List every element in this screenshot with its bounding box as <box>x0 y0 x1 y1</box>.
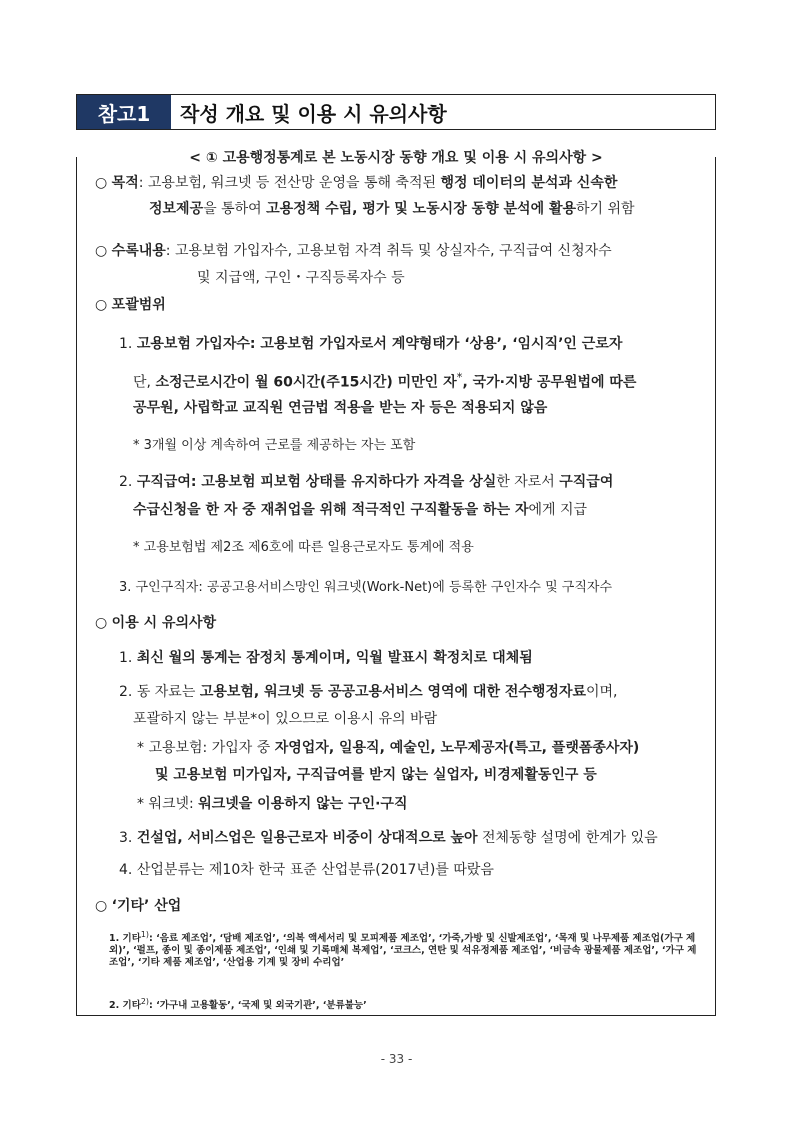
etc-item2: 2. 기타$^{2)}$: ‘가구내 고용활동’, ‘국제 및 외국기관’, ‘분류불능’ <box>109 997 367 1012</box>
page-number: - 33 - <box>380 1052 413 1066</box>
caution-item2-note1: * 고용보험: 가입자 중 자영업자, 일용직, 예술인, 노무제공자(특고, 플랫폼종사자) <box>137 740 640 756</box>
bullet-icon: ○ <box>95 297 108 313</box>
bullet-icon: ○ <box>95 898 108 914</box>
contents-line1: ○ 수록내용: 고용보험 가입자수, 고용보험 자격 취득 및 상실자수, 구직급여 신청자수 <box>95 243 612 259</box>
purpose-line1: ○ 목적: 고용보험, 워크넷 등 전산망 운영을 통해 축적된 행정 데이터의 분석과 신속한 <box>95 175 618 191</box>
etc-heading: ○ ‘기타’ 산업 <box>95 898 182 914</box>
contents-line2: 및 지급액, 구인・구직등록자수 등 <box>197 270 405 286</box>
purpose-line2: 정보제공을 통하여 고용정책 수립, 평가 및 노동시장 동향 분석에 활용하기 위함 <box>149 201 635 217</box>
caution-item3: 3. 건설업, 서비스업은 일용근로자 비중이 상대적으로 높아 전체동향 설명에 한계가 있음 <box>119 830 658 846</box>
scope-item1-footnote: * 3개월 이상 계속하여 근로를 제공하는 자는 포함 <box>133 438 416 453</box>
scope-item1-note-line2: 공무원, 사립학교 교직원 연금법 적용을 받는 자 등은 적용되지 않음 <box>133 400 548 416</box>
page-title: 작성 개요 및 이용 시 유의사항 <box>180 101 447 126</box>
bullet-icon: ○ <box>95 243 108 259</box>
scope-item2-line2: 수급신청을 한 자 중 재취업을 위해 적극적인 구직활동을 하는 자에게 지급 <box>133 502 588 518</box>
scope-heading: ○ 포괄범위 <box>95 297 166 313</box>
bullet-icon: ○ <box>95 615 108 631</box>
etc-item1: 1. 기타$^{1)}$: ‘음료 제조업’, ‘담배 제조업’, ‘의복 액세서리 및 모피제품 제조업’, ‘가죽,가방 및 신발제조업’, ‘목재 및 나무제품 제조업(가구 제외)’, ‘펄프, 종이 및 종이제품 제조업’, ‘인쇄 및 기록매체 복제업’, ‘코크스, 연탄 및 석유정제품 제조업’, ‘비금속 광물제품 제조업’, ‘가구 제조업’, ‘기타 제품 제조업’, ‘산업용 기계 및 장비 수리업’ <box>109 930 697 969</box>
scope-item2: 2. 구직급여: 고용보험 피보험 상태를 유지하다가 자격을 상실한 자로서 구직급여 <box>119 474 614 490</box>
caution-item1: 1. 최신 월의 통계는 잠정치 통계이며, 익월 발표시 확정치로 대체됨 <box>119 650 533 666</box>
caution-item2-note1-line2: 및 고용보험 미가입자, 구직급여를 받지 않는 실업자, 비경제활동인구 등 <box>155 767 597 783</box>
caution-item4: 4. 산업분류는 제10차 한국 표준 산업분류(2017년)를 따랐음 <box>119 862 494 878</box>
scope-item1: 1. 고용보험 가입자수: 고용보험 가입자로서 계약형태가 ‘상용’, ‘임시직’인 근로자 <box>119 336 623 352</box>
caution-heading: ○ 이용 시 유의사항 <box>95 615 217 631</box>
notice-box <box>76 150 716 1016</box>
bullet-icon: ○ <box>95 175 108 191</box>
caution-item2: 2. 동 자료는 고용보험, 워크넷 등 공공고용서비스 영역에 대한 전수행정자료이며, <box>119 684 618 700</box>
caution-item2-line2: 포괄하지 않는 부분*이 있으므로 이용시 유의 바람 <box>133 711 438 727</box>
title-bar <box>76 94 716 130</box>
box-title: < ① 고용행정통계로 본 노동시장 동향 개요 및 이용 시 유의사항 > <box>182 150 610 166</box>
purpose-label: 목적 <box>111 175 139 191</box>
scope-item2-footnote: * 고용보험법 제2조 제6호에 따른 일용근로자도 통계에 적용 <box>133 540 474 555</box>
contents-label: 수록내용 <box>111 243 166 259</box>
caution-item2-note2: * 워크넷: 워크넷을 이용하지 않는 구인·구직 <box>137 796 408 812</box>
scope-item3: 3. 구인구직자: 공공고용서비스망인 워크넷(Work-Net)에 등록한 구인자수 및 구직자수 <box>119 580 613 595</box>
title-badge: 참고1 <box>77 95 171 129</box>
scope-item1-note: 단, 소정근로시간이 월 60시간(주15시간) 미만인 자*, 국가·지방 공무원법에 따른 <box>133 370 637 391</box>
